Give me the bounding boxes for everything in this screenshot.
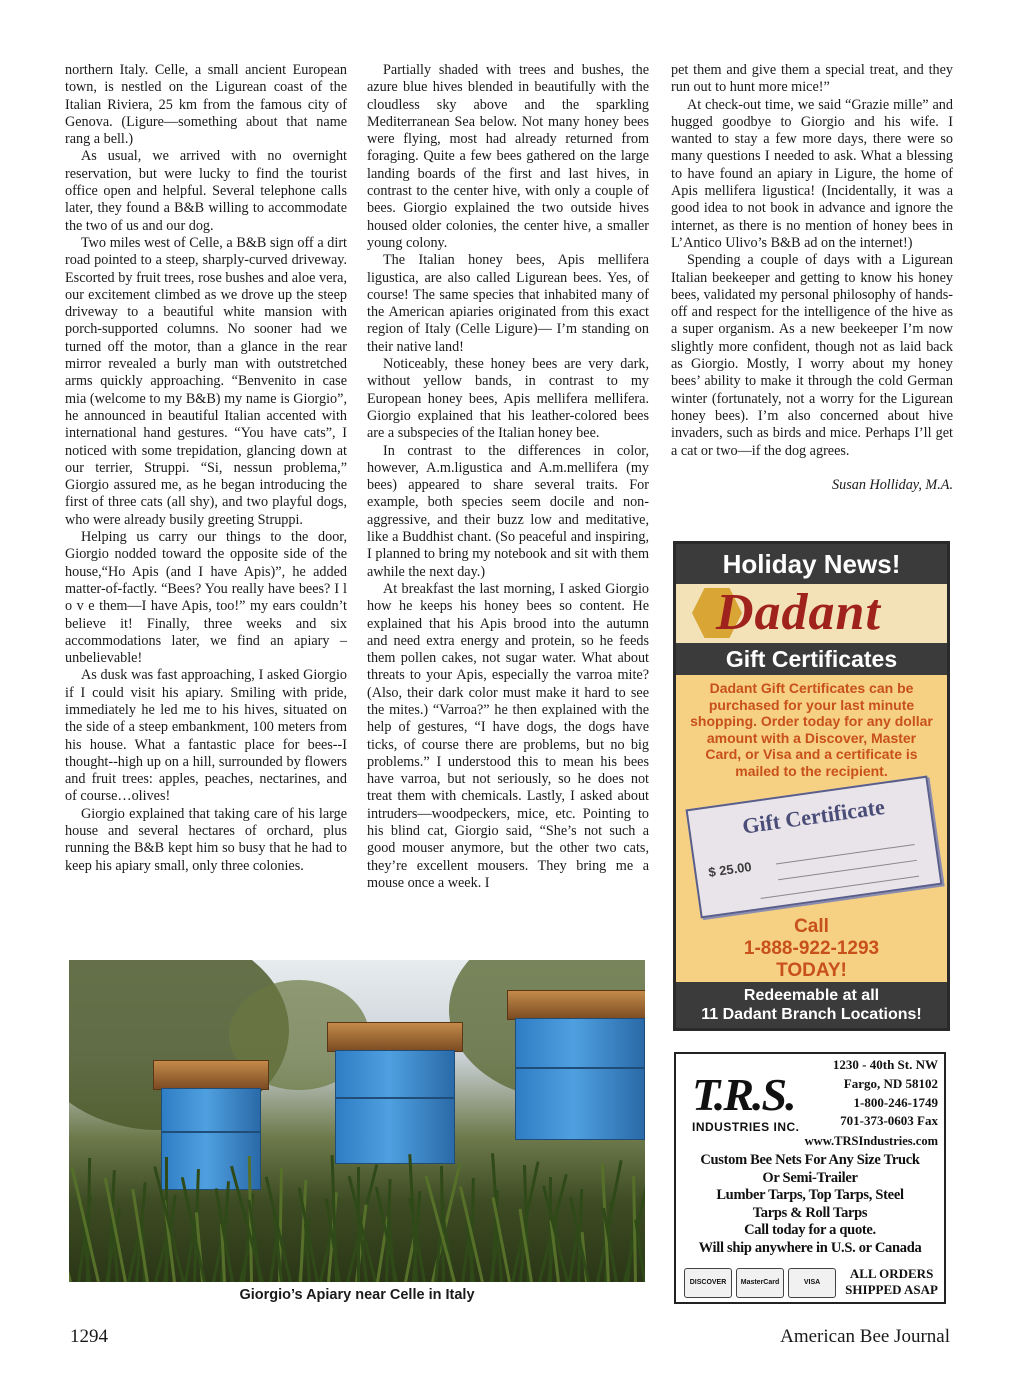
trs-logo (684, 1058, 804, 1140)
trs-address (833, 1056, 938, 1131)
paragraph: Spending a couple of days with a Ligurean Italian beekeeper and getting to know his honey bees, validated my personal philosophy of hands-off and respect for the intelligence of the hive as a super organism. As a new beekeeper I’m now slightly more confident, though not as laid back as Giorgio. Mostly, I worry about my honey bees’ ability to make it through the cold German winter (fortunately, not a worry for the Ligurean honey bees). I’m also concerned about hive invaders, such as birds and mice. Perhaps I’ll get a cat or two—if the dog agrees. (671, 252, 953, 459)
ad-line: Or Semi-Trailer (762, 1169, 858, 1186)
paragraph: Two miles west of Celle, a B&B sign off a dirt road pointed to a steep, sharply-curved driveway. Escorted by fruit trees, rose bushes and aloe vera, our excitement climbed as we drove up the steep driveway to a beautiful white mansion with porch-supported columns. No sooner had we turned off the motor, than a glance in the rear mirror revealed a burly man with outstretched arms quickly approaching. “Benvenito in case mia (welcome to my B&B) my name is Giorgio”, he announced in beautiful Italian accented with international hand gestures. “You have cats”, I noticed with some trepidation, glancing down at our terrier, Struppi. “Si, nessun problema,” Giorgio assured me, as he began introducing the first of three cats (all shy), and two playful dogs, who were already busily greeting Struppi. (65, 234, 347, 528)
today-label: TODAY! (776, 960, 847, 981)
address-line: Fargo, ND 58102 (843, 1075, 938, 1091)
paragraph: pet them and give them a special treat, and they run out to hunt more mice!” (671, 62, 953, 96)
ad-line: Will ship anywhere in U.S. or Canada (698, 1239, 922, 1256)
dadant-logo: Dadant (716, 584, 881, 641)
ad-line: Custom Bee Nets For Any Size Truck (700, 1152, 920, 1168)
ad-call-block (676, 916, 947, 982)
mastercard-icon: MasterCard (736, 1268, 784, 1298)
paragraph: As dusk was fast approaching, I asked Giorgio if I could visit his apiary. Smiling with pride, immediately he led me to his hives, situated on the side of a steep embankment, 100 meters from his house. What a fantastic place for bees--I thought--high up on a hill, surrounded by flowers and fruit trees: apples, peaches, nectarines, and of course…olives! (65, 667, 347, 805)
paragraph: Partially shaded with trees and bushes, the azure blue hives blended in beautifully with the cloudless sky above and the sparkling Mediterranean Sea below. Not many honey bees were flying, most had already returned from foraging. Quite a few bees gathered on the large landing boards of the first and last hives, in contrast to the center hive, with only a couple of bees. Giorgio explained the two outside hives housed older colonies, the center hive, a smaller young colony. (367, 62, 649, 251)
trs-ad (674, 1052, 946, 1304)
photo-caption: Giorgio’s Apiary near Celle in Italy (239, 1287, 475, 1303)
gift-certificate-image (686, 776, 943, 919)
page-number: 1294 (70, 1326, 108, 1347)
author-signature: Susan Holliday, M.A. (832, 476, 953, 493)
article-column-1 (65, 62, 347, 875)
discover-card-icon: DISCOVER (684, 1268, 732, 1298)
payment-cards (684, 1268, 844, 1298)
branches-line: 11 Dadant Branch Locations! (701, 1006, 922, 1023)
journal-name: American Bee Journal (780, 1326, 950, 1347)
gift-certificate-title: Gift Certificate (740, 793, 887, 839)
paragraph: northern Italy. Celle, a small ancient European town, is nestled on the Ligurean coast of the Italian Riviera, 25 km from the famous city of Genova. (Ligure—something about that name rang a bell.) (65, 62, 347, 148)
ad-subhead: Gift Certificates (676, 643, 947, 675)
apiary-photo (69, 960, 645, 1282)
paragraph: The Italian honey bees, Apis mellifera ligustica, are also called Ligurean bees. Yes, of course! The same species that inhabited many of the American apiaries originated from this exact region of Italy (Celle Ligure)— I’m standing on their native land! (367, 252, 649, 355)
trs-body (676, 1152, 944, 1258)
ad-line: Lumber Tarps, Top Tarps, Steel (716, 1187, 904, 1204)
grass-blade (70, 1167, 99, 1282)
dadant-ad (673, 541, 950, 1031)
gift-certificate-amount: $ 25.00 (707, 858, 753, 880)
phone-line: 1-800-246-1749 (853, 1094, 938, 1110)
ad-redeem-band (676, 982, 947, 1028)
orders-note (845, 1266, 938, 1298)
beehive (515, 990, 645, 1140)
call-label: Call (794, 916, 829, 937)
orders-line: SHIPPED ASAP (845, 1282, 938, 1297)
grass-blade (131, 1189, 149, 1282)
paragraph: As usual, we arrived with no overnight reservation, but were lucky to find the tourist office open and helpful. Several telephone calls later, they found a B&B willing to accommodate the two of us and our dog. (65, 148, 347, 234)
website-link[interactable]: www.TRSIndustries.com (804, 1134, 938, 1148)
orders-line: ALL ORDERS (849, 1266, 934, 1281)
paragraph: Giorgio explained that taking care of his large house and several hectares of orchard, plus running the B&B kept him so busy that he had to keep his apiary small, only three colonies. (65, 805, 347, 874)
phone-number: 1-888-922-1293 (743, 938, 880, 959)
address-line: 1230 - 40th St. NW (832, 1057, 938, 1072)
ad-body: Dadant Gift Certificates can be purchased for your last minute shopping. Order today for any dollar amount with a Discover, Master Card, or Visa and a certificate is mailed to the recipient. (690, 680, 933, 779)
redeem-line: Redeemable at all (743, 987, 880, 1004)
ad-line: Tarps & Roll Tarps (752, 1204, 868, 1221)
article-column-3 (671, 62, 953, 494)
ad-headline: Holiday News! (676, 544, 947, 584)
paragraph: In contrast to the differences in color, however, A.m.ligustica and A.m.mellifera (my bees) appeared to share several traits. For example, both species seem docile and non-aggressive, and their buzz low and meditative, like a Buddhist chant. (So peaceful and inspiring, I planned to bring my notebook and sit with them awhile the next day.) (367, 442, 649, 580)
paragraph: Helping us carry our things to the door, Giorgio nodded toward the opposite side of the house,“Ho Apis (and I have Apis)”, he added matter-of-factly. “Bees? You really have bees? I l o v e them—I have Apis, too!” my ears couldn’t believe it! Finally, three weeks and six accommodations later, we find an apiary – unbelievable! (65, 529, 347, 667)
trs-logo-letters: T.R.S. (692, 1069, 795, 1120)
grass-blade (69, 1233, 72, 1282)
paragraph: At check-out time, we said “Grazie mille” and hugged goodbye to Giorgio and his wife. I wanted to stay a few more days, there were so many questions I needed to ask. What a blessing to have found an apiary in Ligure, the home of Apis mellifera ligustica! (Incidentally, it was a good idea to not book in advance and ignore the internet, as there is no mention of honey bees in L’Antico Ulivo’s B&B ad on the internet!) (671, 96, 953, 251)
paragraph: Noticeably, these honey bees are very dark, without yellow bands, in contrast to my European honey bees, Apis mellifera mellifera. Giorgio explained that his leather-colored bees are a subspecies of the Italian honey bee. (367, 356, 649, 442)
article-column-2 (367, 62, 649, 892)
grass-foreground (69, 1152, 645, 1282)
paragraph: At breakfast the last morning, I asked Giorgio how he keeps his honey bees so content. He explained that his Apis brood into the autumn and need extra energy and protein, so he feeds them pollen cakes, not sugar water. What about threats to your Apis, especially the varroa mite? (Also, their dark color must make it hard to see the mites.) “Varroa?” he then explained with the help of gestures, “I have dogs, the dogs have ticks, of course there are problems, but no big problems.” I understood this to mean his bees have varroa, but not seriously, so he does not treat them with chemicals. Lastly, I asked about intruders—woodpeckers, mice, etc. Pointing to his blind cat, Giorgio said, “She’s not such a good mouser anymore, but the other two cats, they’re excellent mousers. They bring me a mouse once a week. I (367, 580, 649, 891)
visa-card-icon: VISA (788, 1268, 836, 1298)
ad-line: Call today for a quote. (744, 1222, 876, 1239)
logo-row (676, 584, 947, 643)
grass-blade (230, 1166, 264, 1282)
trs-logo-sub: INDUSTRIES INC. (692, 1120, 800, 1134)
fax-line: 701-373-0603 Fax (840, 1113, 938, 1129)
beehive (335, 1022, 455, 1164)
